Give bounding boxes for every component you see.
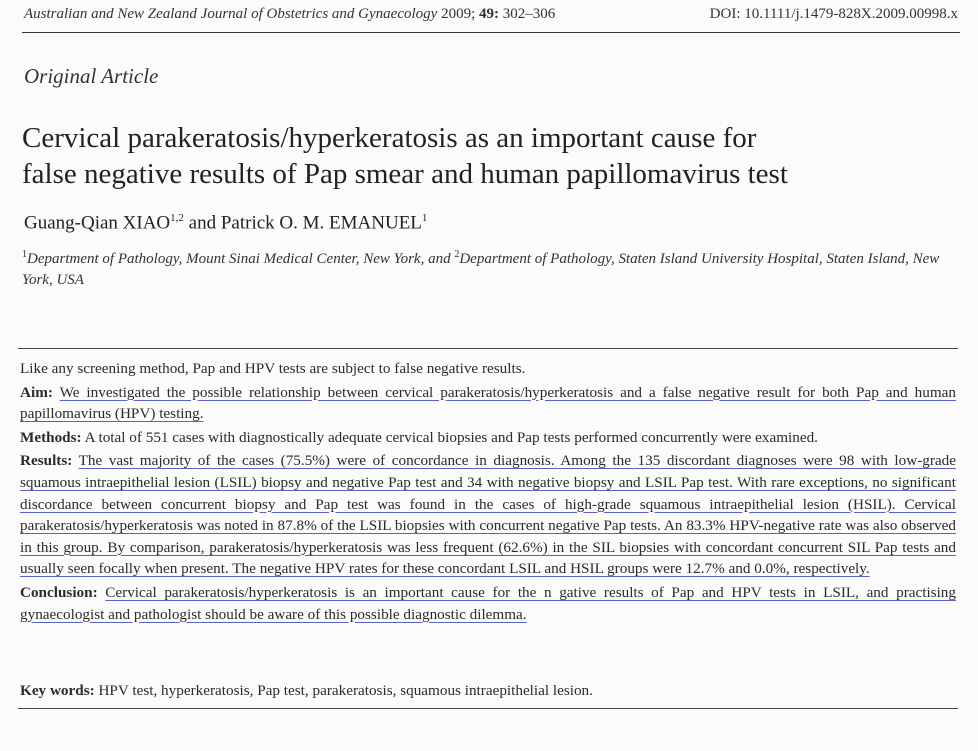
author-2: Patrick O. M. EMANUEL: [220, 212, 422, 234]
journal-volume: 49:: [478, 6, 499, 22]
methods-label: Methods:: [20, 428, 82, 446]
aim-label: Aim:: [20, 383, 53, 401]
author-1: Guang-Qian XIAO: [24, 212, 171, 234]
journal-citation: [24, 6, 555, 23]
abstract: [20, 358, 956, 627]
header-divider: [22, 32, 960, 33]
abstract-aim: [20, 382, 956, 425]
abstract-conclusion: [20, 582, 956, 625]
journal-name: Australian and New Zealand Journal of Obstetrics and Gynaecology: [24, 6, 438, 22]
abstract-intro: [20, 358, 956, 380]
affiliations: [22, 244, 942, 291]
author-1-affil: 1,2: [170, 212, 184, 224]
methods-text: A total of 551 cases with diagnostically adequate cervical biopsies and Pap tests performed concurrently were examined.: [84, 428, 818, 446]
aim-text: We investigated the possible relationship between cervical parakeratosis/hyperkeratosis and a false negative result for both Pap and human papillomavirus (HPV) testing.: [20, 383, 956, 423]
journal-year: 2009;: [441, 6, 476, 22]
keywords: [20, 682, 956, 700]
doi: DOI: 10.1111/j.1479-828X.2009.00998.x: [709, 6, 958, 22]
abstract-bottom-rule: [18, 708, 958, 709]
abstract-results: [20, 450, 956, 580]
title-line-1: Cervical parakeratosis/hyperkeratosis as an important cause for: [22, 122, 757, 154]
journal-pages: 302–306: [502, 6, 556, 22]
keywords-text: HPV test, hyperkeratosis, Pap test, parakeratosis, squamous intraepithelial lesion.: [98, 682, 593, 699]
abstract-methods: [20, 427, 956, 449]
article-type: Original Article: [24, 64, 159, 88]
affil-2-marker: 2: [454, 249, 460, 260]
author-and: and: [188, 212, 217, 234]
article-title: [22, 120, 952, 192]
results-text: The vast majority of the cases (75.5%) were of concordance in diagnosis. Among the 135 discordant diagnoses were 98 with low-grade squamous intraepithelial lesion (LSIL) biopsy and negative Pap test and 34 with negative biopsy and LSIL Pap test. With rare exceptions, no significant discordance between concurrent biopsy and Pap test was found in the cases of high-grade squamous intraepithelial lesion (HSIL). Cervical parakeratosis/hyperkeratosis was noted in 87.8% of the LSIL biopsies with concurrent negative Pap tests. An 83.3% HPV-negative rate was also observed in this group. By comparison, parakeratosis/hyperkeratosis was less frequent (62.6%) in the SIL biopsies with concordant concurrent SIL Pap tests and usually seen focally when present. The negative HPV rates for these concordant LSIL and HSIL groups were 12.7% and 0.0%, respectively.: [20, 452, 956, 578]
title-line-2: false negative results of Pap smear and human papillomavirus test: [22, 158, 788, 190]
affil-2-text: Department of Pathology, Staten Island University Hospital, Staten Island, New York, USA: [22, 251, 940, 288]
abstract-top-rule: [18, 348, 958, 349]
author-2-affil: 1: [421, 212, 428, 224]
results-label: Results:: [20, 452, 73, 470]
conclusion-label: Conclusion:: [20, 583, 98, 601]
keywords-label: Key words:: [20, 682, 95, 699]
running-header: [24, 6, 958, 23]
conclusion-text: Cervical parakeratosis/hyperkeratosis is an important cause for the n gative results of Pap and HPV tests in LSIL, and practising gynaecologist and pathologist should be aware of this possible diagnostic dilemma.: [20, 583, 956, 623]
abstract-intro-text: Like any screening method, Pap and HPV tests are subject to false negative results.: [20, 360, 526, 377]
affil-1-text: Department of Pathology, Mount Sinai Medical Center, New York, and: [27, 251, 455, 267]
affil-1-marker: 1: [22, 249, 27, 260]
author-list: [24, 212, 427, 234]
